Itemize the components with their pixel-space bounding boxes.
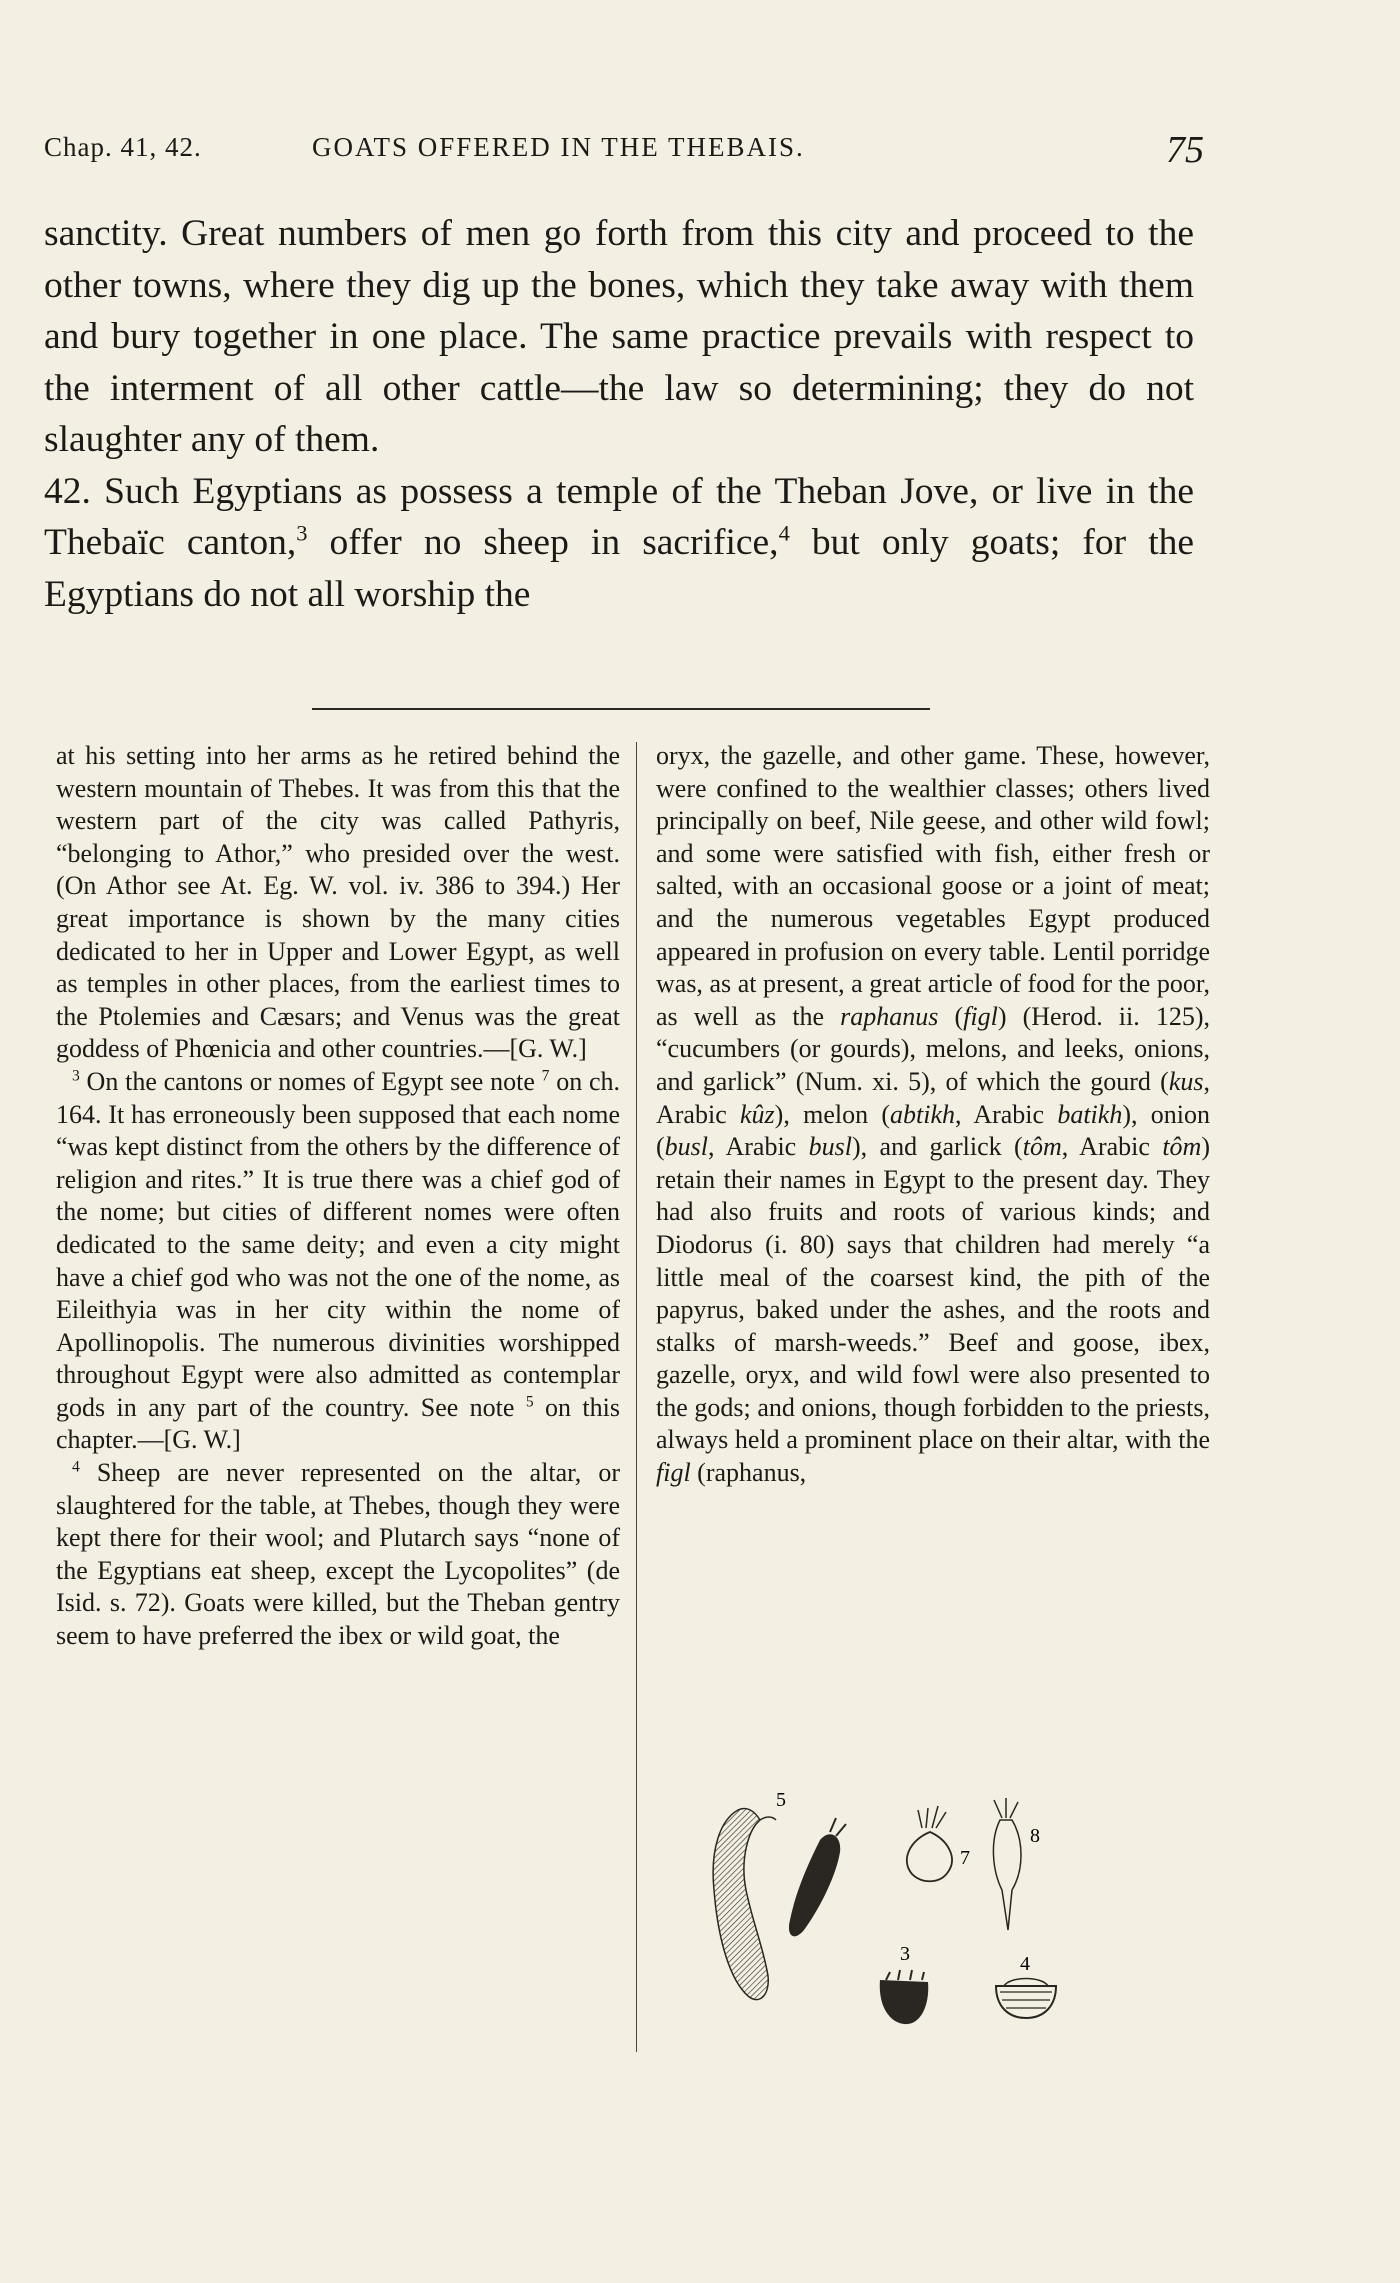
footnote-ref-3[interactable]: 3 (296, 520, 308, 546)
footnote-4: $^4$ Sheep are never represented on the altar, or slaughtered for the table, at Thebes, though they were kept there for their wool; and Plutarch says “none of the Egyptians eat sheep, except the Lycopolites” (de Isid. s. 72). Goats were killed, but the Theban gentry seem to have preferred the ibex or wild goat, the (56, 1458, 620, 1651)
figure-label-7: 7 (960, 1847, 970, 1869)
footnote-rule (312, 708, 930, 710)
page-number: 75 (1166, 129, 1204, 171)
main-paragraph-2: 42. Such Egyptians as possess a temple of the Theban Jove, or live in the Thebaïc canton,$^3$ offer no sheep in sacrifice,$^4$ but only goats; for the Egyptians do not all worship the (44, 470, 1195, 615)
main-text (44, 208, 1194, 620)
running-title: GOATS OFFERED IN THE THEBAIS. (312, 132, 805, 162)
footnotes-left-column (56, 740, 620, 1653)
footnote-continuation-right: oryx, the gazelle, and other game. These, however, were confined to the wealthier classes; others lived principally on beef, Nile geese, and other wild fowl; and some were satisfied with fish, either fresh or salted, with an occasional goose or a joint of meat; and the numerous vegetables Egypt produced appeared in profusion on every table. Lentil porridge was, as at present, a great article of food for the poor, as well as the raphanus (figl) (Herod. ii. 125), “cucumbers (or gourds), melons, and leeks, onions, and garlick” (Num. xi. 5), of which the gourd (kus, Arabic kûz), melon (abtikh, Arabic batikh), onion (busl, Arabic busl), and garlick (tôm, Arabic tôm) retain their names in Egypt to the present day. They had also fruits and roots of various kinds; and Diodorus (i. 80) says that children had merely “a little meal of the coarsest kind, the pith of the papyrus, baked under the ashes, and the roots and stalks of marsh-weeds.” Beef and goose, ibex, gazelle, oryx, and wild fowl were also presented to the gods; and onions, though forbidden to the priests, always held a prominent place on their altar, with the figl (raphanus, (656, 741, 1210, 1488)
running-header (44, 128, 1204, 172)
column-divider (636, 742, 637, 2052)
figure-label-3: 3 (900, 1943, 910, 1965)
gourd-drawing (713, 1808, 768, 1999)
figure-label-8: 8 (1030, 1825, 1040, 1847)
footnote-continuation: at his setting into her arms as he retired behind the western mountain of Thebes. It was from this that the western part of the city was called Pathyris, “belonging to Athor,” who presided over the west. (On Athor see At. Eg. W. vol. iv. 386 to 394.) Her great importance is shown by the many cities dedicated to her in Upper and Lower Egypt, as well as temples in other places, from the earliest times to the Ptolemies and Cæsars; and Venus was the great goddess of Phœnicia and other countries.—[G. W.] (56, 741, 620, 1064)
onion-drawing (918, 1806, 946, 1828)
leek-drawing (993, 1820, 1021, 1930)
footnote-3: $^3$ On the cantons or nomes of Egypt see note $^7$ on ch. 164. It has erroneously been supposed that each nome “was kept distinct from the others by the difference of religion and rites.” It is true there was a chief god of the nome; but cities of different nomes were often dedicated to the same deity; and even a city might have a chief god who was not the one of the nome, as Eileithyia was in her city within the nome of Apollinopolis. The numerous divinities worshipped throughout Egypt were also admitted as contemplar gods in any part of the country. See note $^5$ on this chapter.—[G. W.] (56, 1066, 620, 1455)
basket-3-drawing (880, 1980, 929, 2024)
main-paragraph-1: sanctity. Great numbers of men go forth from this city and proceed to the other towns, where they dig up the bones, which they take away with them and bury together in one place. The same practice prevails with respect to the interment of all other cattle—the law so determining; they do not slaughter any of them. (44, 213, 1194, 460)
basket-4-drawing (996, 1986, 1056, 2018)
chapter-ref: Chap. 41, 42. (44, 132, 202, 162)
figure-label-4: 4 (1020, 1953, 1030, 1975)
vegetables-illustration (690, 1780, 1230, 2080)
vegetables-drawing (690, 1780, 1230, 2080)
figure-label-5: 5 (776, 1789, 786, 1811)
footnotes-right-column (656, 740, 1210, 1490)
radish-drawing (789, 1834, 840, 1936)
footnote-ref-4[interactable]: 4 (778, 520, 790, 546)
